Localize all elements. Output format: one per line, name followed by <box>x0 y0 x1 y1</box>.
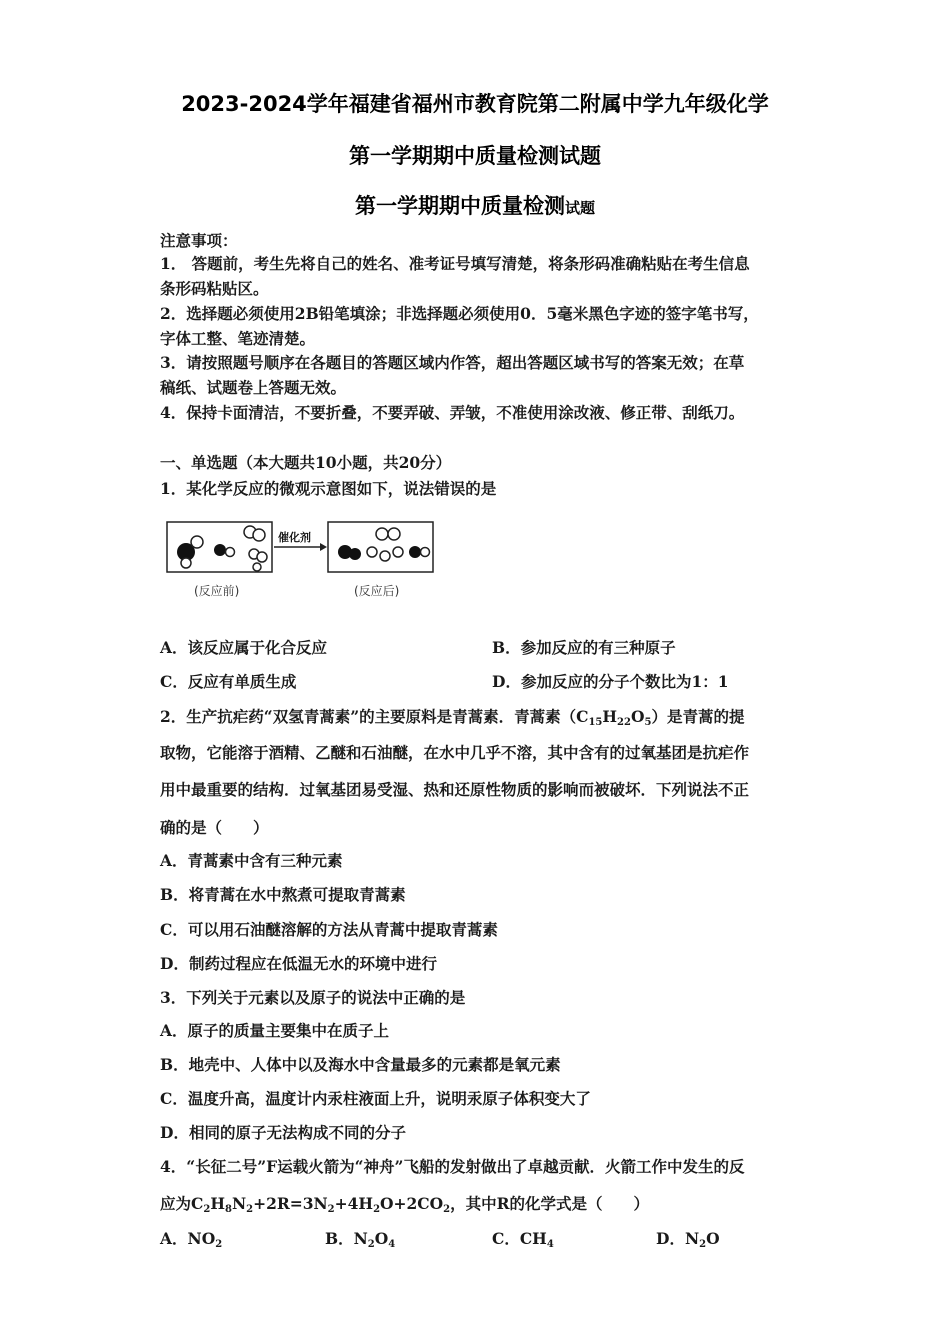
notice-item: 4．保持卡面清洁，不要折叠，不要弄破、弄皱，不准使用涂改液、修正带、刮纸刀。 <box>160 403 745 422</box>
q3-option-c: C．温度升高，温度计内汞柱液面上升，说明汞原子体积变大了 <box>160 1089 591 1108</box>
q4-option-a: A．$NO_2$ <box>160 1229 223 1250</box>
atom-dark <box>409 546 421 558</box>
q1-option-a: A．该反应属于化合反应 <box>160 638 328 657</box>
notice-item: 1． 答题前，考生先将自己的姓名、准考证号填写清楚，将条形码准确粘贴在考生信息 <box>160 254 750 273</box>
q1-option-b: B．参加反应的有三种原子 <box>492 638 676 657</box>
atom-light <box>226 548 235 557</box>
q2-option-d: D．制药过程应在低温无水的环境中进行 <box>160 954 437 973</box>
notice-item: 3．请按照题号顺序在各题目的答题区域内作答，超出答题区域书写的答案无效；在草 <box>160 353 745 372</box>
q2-stem-line-2: 取物，它能溶于酒精、乙醚和石油醚，在水中几乎不溶，其中含有的过氧基团是抗疟作 <box>160 743 750 762</box>
after-caption: (反应后) <box>354 584 400 598</box>
q2-stem-line-1: 2．生产抗疟药“双氢青蒿素”的主要原料是青蒿素．青蒿素$(C_{15}H_{22}O_5)$是青蒿的提 <box>160 707 745 728</box>
q2-stem-line-3: 用中最重要的结构．过氧基团易受湿、热和还原性物质的影响而被破坏．下列说法不正 <box>160 780 750 799</box>
q1-stem: 1．某化学反应的微观示意图如下，说法错误的是 <box>160 479 497 498</box>
atom-dark <box>349 548 361 560</box>
q2-stem-line-4: 确的是（ ） <box>160 818 269 837</box>
atom-light <box>253 529 265 541</box>
notice-item: 2．选择题必须使用2B铅笔填涂；非选择题必须使用0．5毫米黑色字迹的签字笔书写， <box>160 304 759 323</box>
q3-option-a: A．原子的质量主要集中在质子上 <box>160 1021 390 1040</box>
q4-stem-line-1: 4．“长征二号”F运载火箭为“神舟”飞船的发射做出了卓越贡献．火箭工作中发生的反 <box>160 1157 745 1176</box>
title-line-1: 2023-2024学年福建省福州市教育院第二附属中学九年级化学 <box>181 92 769 116</box>
q1-option-c: C．反应有单质生成 <box>160 672 297 691</box>
notice-item: 稿纸、试题卷上答题无效。 <box>160 378 347 397</box>
q4-option-c: C．$CH_4$ <box>492 1229 554 1250</box>
notice-item: 条形码粘贴区。 <box>160 279 269 298</box>
atom-dark <box>214 544 226 556</box>
atom-light <box>253 563 261 571</box>
before-caption: (反应前) <box>194 584 240 598</box>
q3-option-d: D．相同的原子无法构成不同的分子 <box>160 1123 406 1142</box>
title-line-2: 第一学期期中质量检测试题 <box>349 144 601 168</box>
q2-option-a: A．青蒿素中含有三种元素 <box>160 851 343 870</box>
q3-stem: 3．下列关于元素以及原子的说法中正确的是 <box>160 988 466 1007</box>
arrow-head <box>320 543 327 551</box>
catalyst-label: 催化剂 <box>278 531 311 544</box>
q2-option-c: C．可以用石油醚溶解的方法从青蒿中提取青蒿素 <box>160 920 498 939</box>
q4-option-b: B．$N_2O_4$ <box>325 1229 396 1250</box>
title-line-3: 第一学期期中质量检测试题 <box>354 194 595 218</box>
atom-light <box>181 558 191 568</box>
q4-stem-line-2: 应为$C_2H_8N_2+2R=3N_2+4H_2O+2CO_2$，其中R的化学式是（ ） <box>160 1194 650 1215</box>
atom-light <box>388 528 400 540</box>
atom-light <box>191 536 203 548</box>
atom-light <box>376 528 388 540</box>
q4-option-d: D．$N_2O$ <box>656 1229 720 1250</box>
atom-light <box>257 552 267 562</box>
reaction-diagram <box>160 512 450 604</box>
q3-option-b: B．地壳中、人体中以及海水中含量最多的元素都是氧元素 <box>160 1055 561 1074</box>
q1-option-d: D．参加反应的分子个数比为1：1 <box>492 672 729 691</box>
atom-light <box>421 548 430 557</box>
notice-item: 字体工整、笔迹清楚。 <box>160 329 316 348</box>
section-heading: 一、单选题（本大题共10小题，共20分） <box>160 453 452 472</box>
q2-option-b: B．将青蒿在水中熬煮可提取青蒿素 <box>160 885 406 904</box>
atom-light <box>380 551 390 561</box>
notice-heading: 注意事项： <box>160 231 238 250</box>
atom-light <box>367 547 377 557</box>
atom-light <box>393 547 403 557</box>
